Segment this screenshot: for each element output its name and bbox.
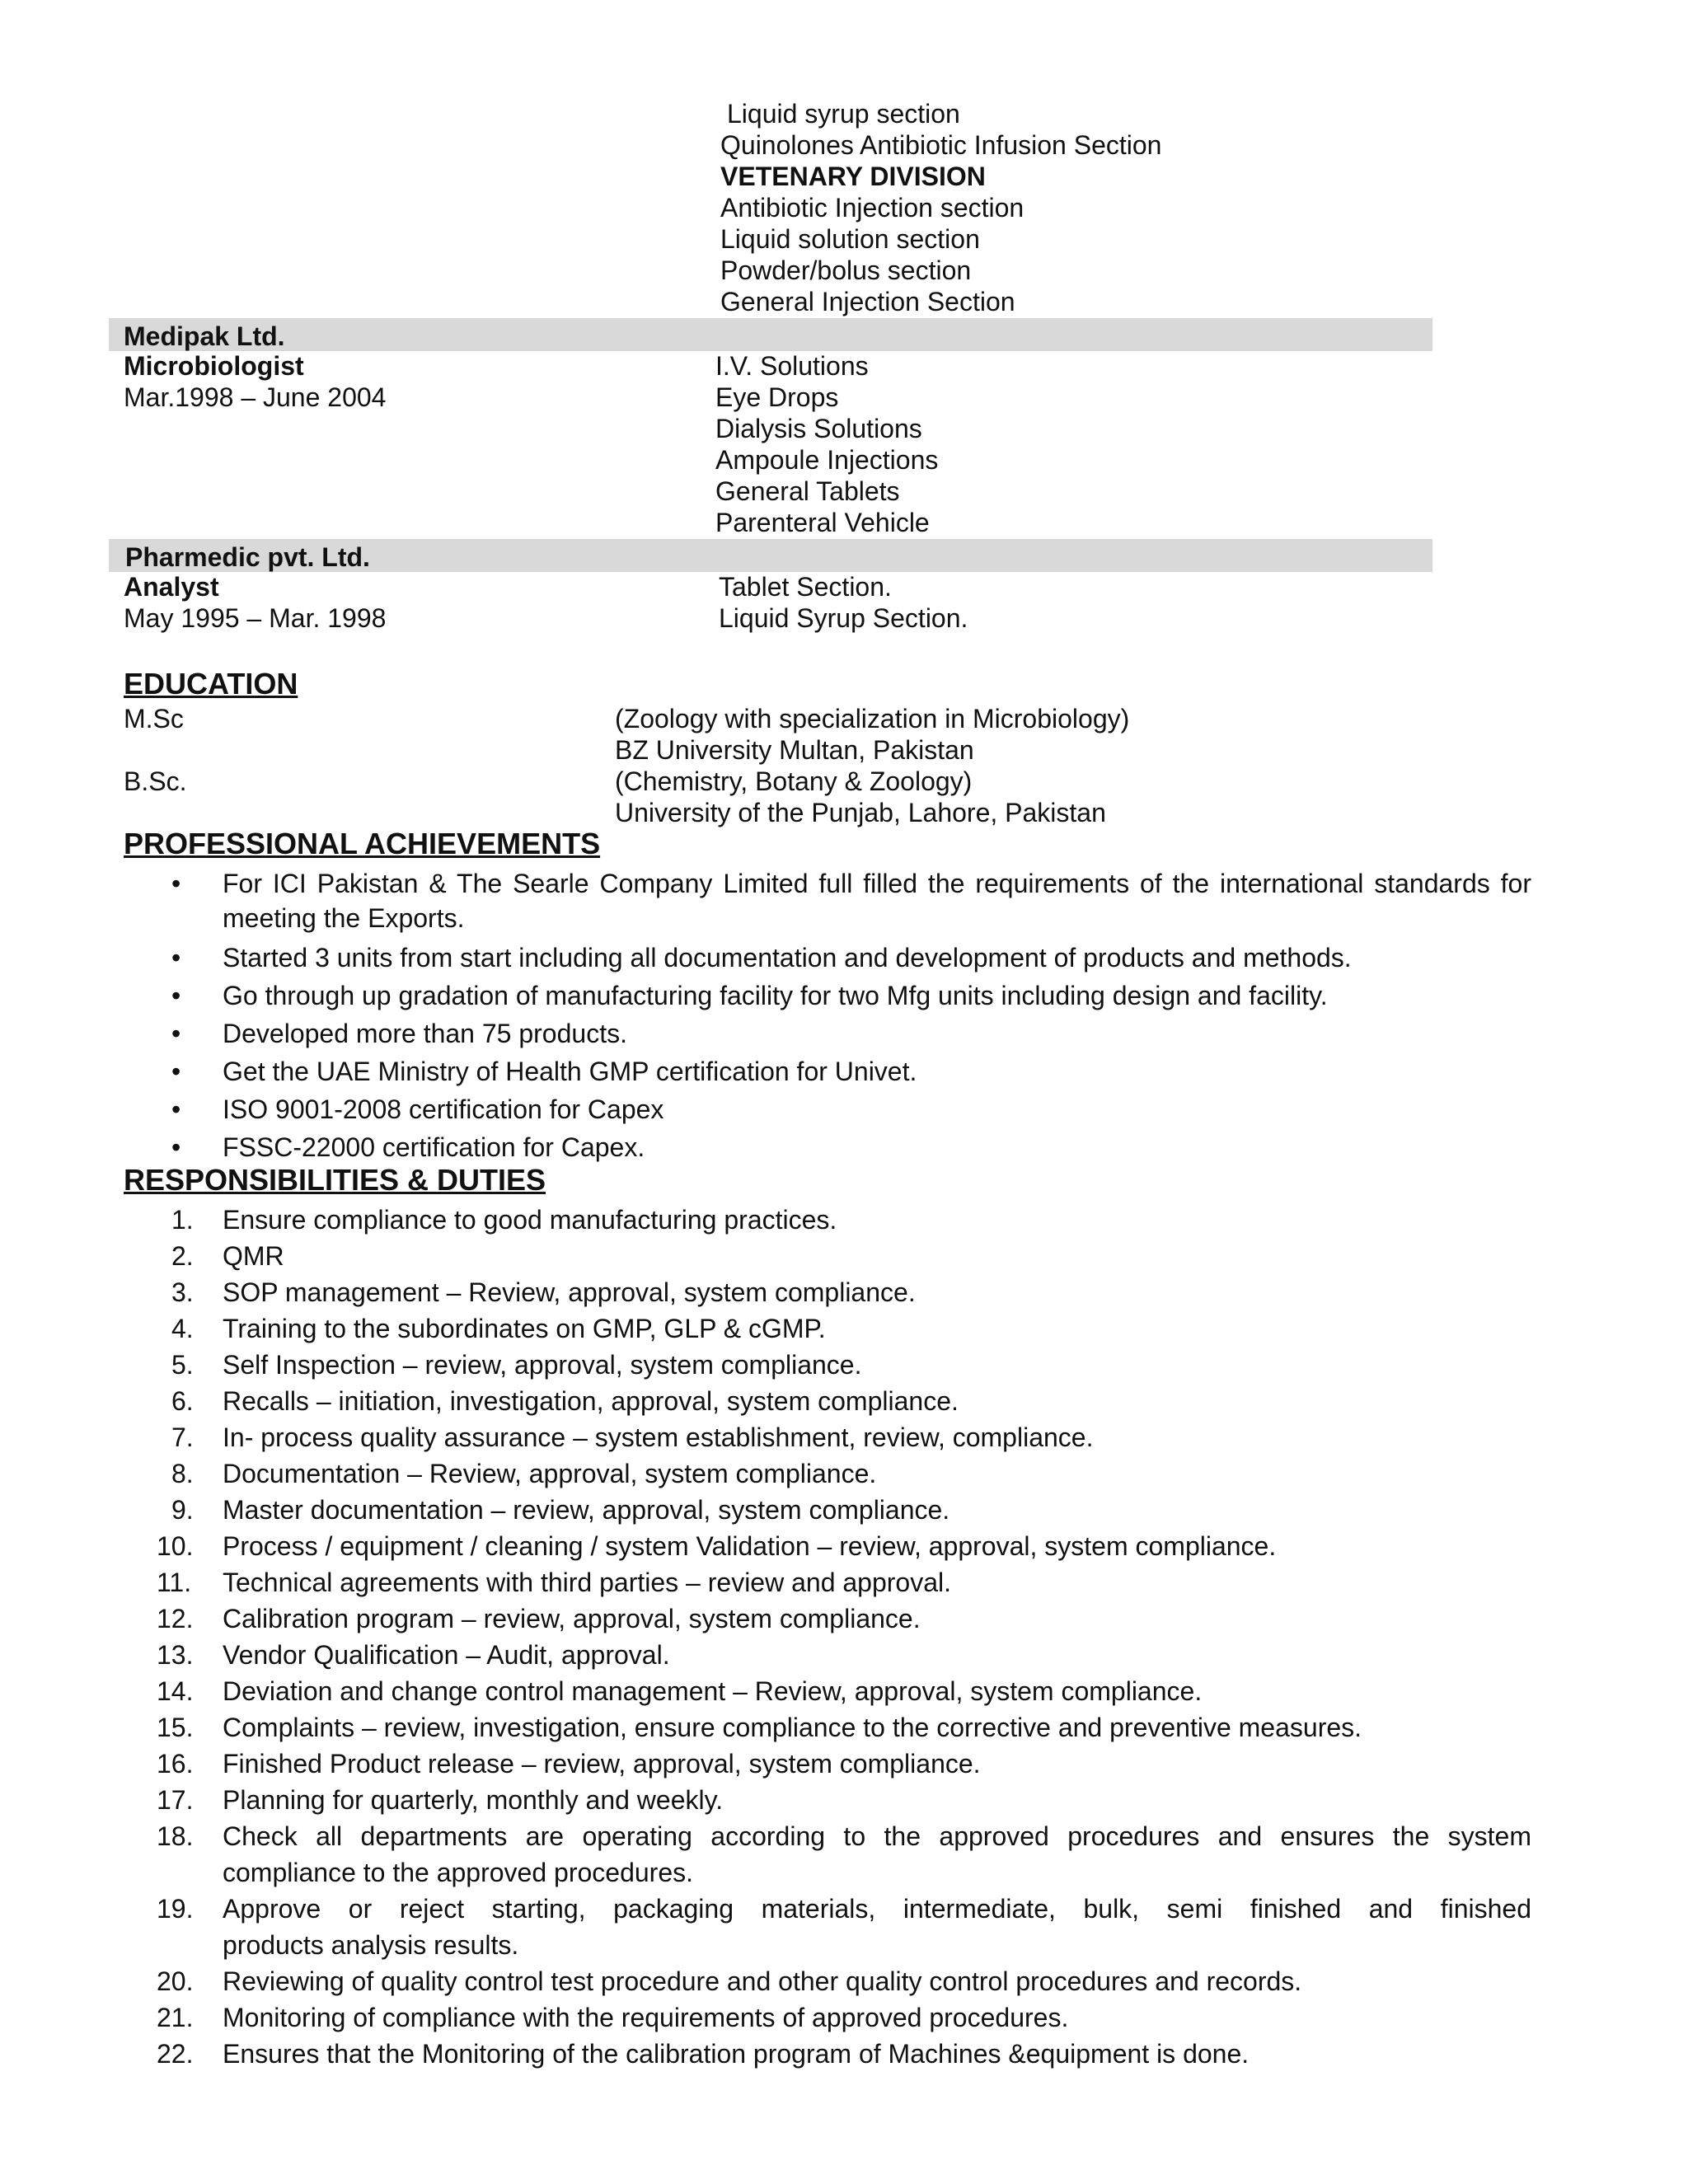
list-item: [0, 1279, 1688, 1312]
list-item: [0, 1678, 1688, 1711]
achievements-heading: PROFESSIONAL ACHIEVEMENTS: [124, 827, 601, 860]
list-item: [0, 1352, 1688, 1385]
degree-detail: University of the Punjab, Lahore, Pakistan: [615, 798, 1106, 827]
list-item: [0, 1134, 1688, 1167]
list-number: 3.: [171, 1277, 194, 1307]
responsibility-text: Reviewing of quality control test procedure and other quality control procedures and records.: [223, 1966, 1302, 1996]
list-item: [0, 1533, 1688, 1566]
list-item-continuation: [0, 1859, 1688, 1892]
list-item: [0, 2004, 1688, 2037]
list-number: 2.: [171, 1241, 194, 1271]
list-number: 21.: [157, 2003, 194, 2032]
list-item: [0, 1460, 1688, 1493]
responsibility-text: Master documentation – review, approval, system compliance.: [223, 1495, 950, 1525]
responsibility-text: Training to the subordinates on GMP, GLP & cGMP.: [223, 1314, 826, 1343]
product-item: Liquid Syrup Section.: [719, 603, 968, 633]
product-item: Ampoule Injections: [715, 445, 939, 475]
responsibility-text: Monitoring of compliance with the requirements of approved procedures.: [223, 2003, 1069, 2032]
degree-detail: (Chemistry, Botany & Zoology): [615, 766, 973, 796]
list-number: 13.: [157, 1640, 194, 1670]
responsibility-text: QMR: [223, 1241, 284, 1271]
list-item: [0, 1020, 1688, 1053]
list-number: 19.: [157, 1894, 194, 1924]
responsibility-text: Documentation – Review, approval, system compliance.: [223, 1459, 877, 1488]
job-period: May 1995 – Mar. 1998: [124, 603, 387, 633]
list-number: 1.: [171, 1205, 194, 1235]
list-item: [0, 1388, 1688, 1421]
list-number: 12.: [157, 1604, 194, 1633]
job-role: Analyst: [124, 572, 219, 602]
achievement-text: For ICI Pakistan & The Searle Company Limited full filled the requirements of the international standards for: [223, 869, 1531, 898]
list-item: [0, 1823, 1688, 1856]
list-number: 7.: [171, 1422, 194, 1452]
responsibility-text: Recalls – initiation, investigation, approval, system compliance.: [223, 1386, 959, 1416]
responsibility-text: Ensures that the Monitoring of the calibration program of Machines &equipment is done.: [223, 2039, 1250, 2069]
section-item: Liquid syrup section: [727, 99, 960, 129]
responsibility-text: Check all departments are operating according to the approved procedures and ensures the system: [223, 1821, 1531, 1851]
list-number: 11.: [157, 1568, 192, 1597]
degree-detail: (Zoology with specialization in Microbiology): [615, 704, 1130, 733]
list-number: 18.: [157, 1821, 194, 1851]
responsibility-text: Complaints – review, investigation, ensure compliance to the corrective and preventive measures.: [223, 1713, 1362, 1742]
list-item: [0, 1714, 1688, 1747]
section-item: Quinolones Antibiotic Infusion Section: [720, 130, 1162, 160]
achievement-text: FSSC-22000 certification for Capex.: [223, 1132, 645, 1162]
list-number: 8.: [171, 1459, 194, 1488]
bullet-icon: •: [171, 1094, 181, 1124]
bullet-icon: •: [171, 1057, 181, 1086]
list-number: 15.: [157, 1713, 194, 1742]
responsibility-text: Technical agreements with third parties – review and approval.: [223, 1568, 952, 1597]
responsibility-text: Vendor Qualification – Audit, approval.: [223, 1640, 670, 1670]
bullet-icon: •: [171, 869, 181, 898]
section-item: Liquid solution section: [720, 224, 980, 254]
list-item: [0, 1207, 1688, 1240]
section-item: General Injection Section: [720, 287, 1015, 316]
responsibility-text: Deviation and change control management – Review, approval, system compliance.: [223, 1676, 1203, 1706]
list-item: [0, 1497, 1688, 1530]
responsibility-text: compliance to the approved procedures.: [223, 1858, 694, 1887]
list-number: 22.: [157, 2039, 194, 2069]
list-number: 9.: [171, 1495, 194, 1525]
achievement-text: Developed more than 75 products.: [223, 1019, 627, 1048]
degree-msc: M.Sc: [124, 704, 184, 733]
list-number: 6.: [171, 1386, 194, 1416]
list-item: [0, 1750, 1688, 1783]
list-item: [0, 1424, 1688, 1457]
list-number: 17.: [157, 1785, 194, 1815]
list-number: 10.: [157, 1531, 194, 1561]
bullet-icon: •: [171, 943, 181, 972]
bullet-icon: •: [171, 1132, 181, 1162]
company-name: Medipak Ltd.: [124, 321, 285, 351]
product-item: General Tablets: [715, 476, 900, 506]
list-item: [0, 1096, 1688, 1129]
company-name: Pharmedic pvt. Ltd.: [125, 542, 370, 572]
degree-detail: BZ University Multan, Pakistan: [615, 735, 974, 765]
list-item: [0, 1315, 1688, 1348]
company-band-pharmedic: [109, 539, 1432, 572]
achievement-text: ISO 9001-2008 certification for Capex: [223, 1094, 664, 1124]
list-item: [0, 1968, 1688, 2001]
responsibility-text: Ensure compliance to good manufacturing practices.: [223, 1205, 837, 1235]
list-number: 5.: [171, 1350, 194, 1380]
responsibility-text: Process / equipment / cleaning / system Validation – review, approval, system compliance.: [223, 1531, 1277, 1561]
section-item: Powder/bolus section: [720, 255, 972, 285]
company-band-medipak: [109, 318, 1432, 351]
achievement-text: Get the UAE Ministry of Health GMP certification for Univet.: [223, 1057, 917, 1086]
list-number: 4.: [171, 1314, 194, 1343]
degree-bsc: B.Sc.: [124, 766, 187, 796]
list-number: 20.: [157, 1966, 194, 1996]
achievement-text: meeting the Exports.: [223, 903, 465, 933]
responsibility-text: SOP management – Review, approval, system compliance.: [223, 1277, 916, 1307]
responsibilities-heading: RESPONSIBILITIES & DUTIES: [124, 1163, 546, 1197]
product-item: Dialysis Solutions: [715, 414, 922, 443]
responsibility-text: Approve or reject starting, packaging materials, intermediate, bulk, semi finished and finished: [223, 1894, 1531, 1924]
list-item: [0, 1896, 1688, 1929]
job-period: Mar.1998 – June 2004: [124, 382, 387, 412]
list-item: [0, 870, 1688, 903]
division-heading: VETENARY DIVISION: [720, 162, 986, 191]
achievement-text: Started 3 units from start including all documentation and development of products and methods.: [223, 943, 1352, 972]
list-item: [0, 982, 1688, 1015]
education-heading: EDUCATION: [124, 667, 298, 701]
job-role: Microbiologist: [124, 351, 304, 381]
list-item: [0, 1243, 1688, 1276]
responsibility-text: products analysis results.: [223, 1930, 519, 1960]
list-item: [0, 1058, 1688, 1091]
responsibility-text: Self Inspection – review, approval, system compliance.: [223, 1350, 862, 1380]
list-item: [0, 1605, 1688, 1638]
product-item: Tablet Section.: [719, 572, 892, 602]
product-item: Eye Drops: [715, 382, 839, 412]
responsibility-text: Planning for quarterly, monthly and weekly.: [223, 1785, 724, 1815]
product-item: I.V. Solutions: [715, 351, 869, 381]
achievement-text: Go through up gradation of manufacturing facility for two Mfg units including design and facility.: [223, 981, 1328, 1010]
list-item: [0, 905, 1688, 938]
list-number: 16.: [157, 1749, 194, 1779]
responsibility-text: Finished Product release – review, approval, system compliance.: [223, 1749, 981, 1779]
list-item: [0, 1787, 1688, 1820]
list-item: [0, 944, 1688, 977]
list-number: 14.: [157, 1676, 194, 1706]
bullet-icon: •: [171, 981, 181, 1010]
product-item: Parenteral Vehicle: [715, 508, 930, 537]
list-item: [0, 2041, 1688, 2074]
responsibility-text: Calibration program – review, approval, system compliance.: [223, 1604, 921, 1633]
responsibility-text: In- process quality assurance – system establishment, review, compliance.: [223, 1422, 1094, 1452]
list-item-continuation: [0, 1932, 1688, 1965]
section-item: Antibiotic Injection section: [720, 193, 1025, 223]
bullet-icon: •: [171, 1019, 181, 1048]
list-item: [0, 1569, 1688, 1602]
list-item: [0, 1642, 1688, 1675]
